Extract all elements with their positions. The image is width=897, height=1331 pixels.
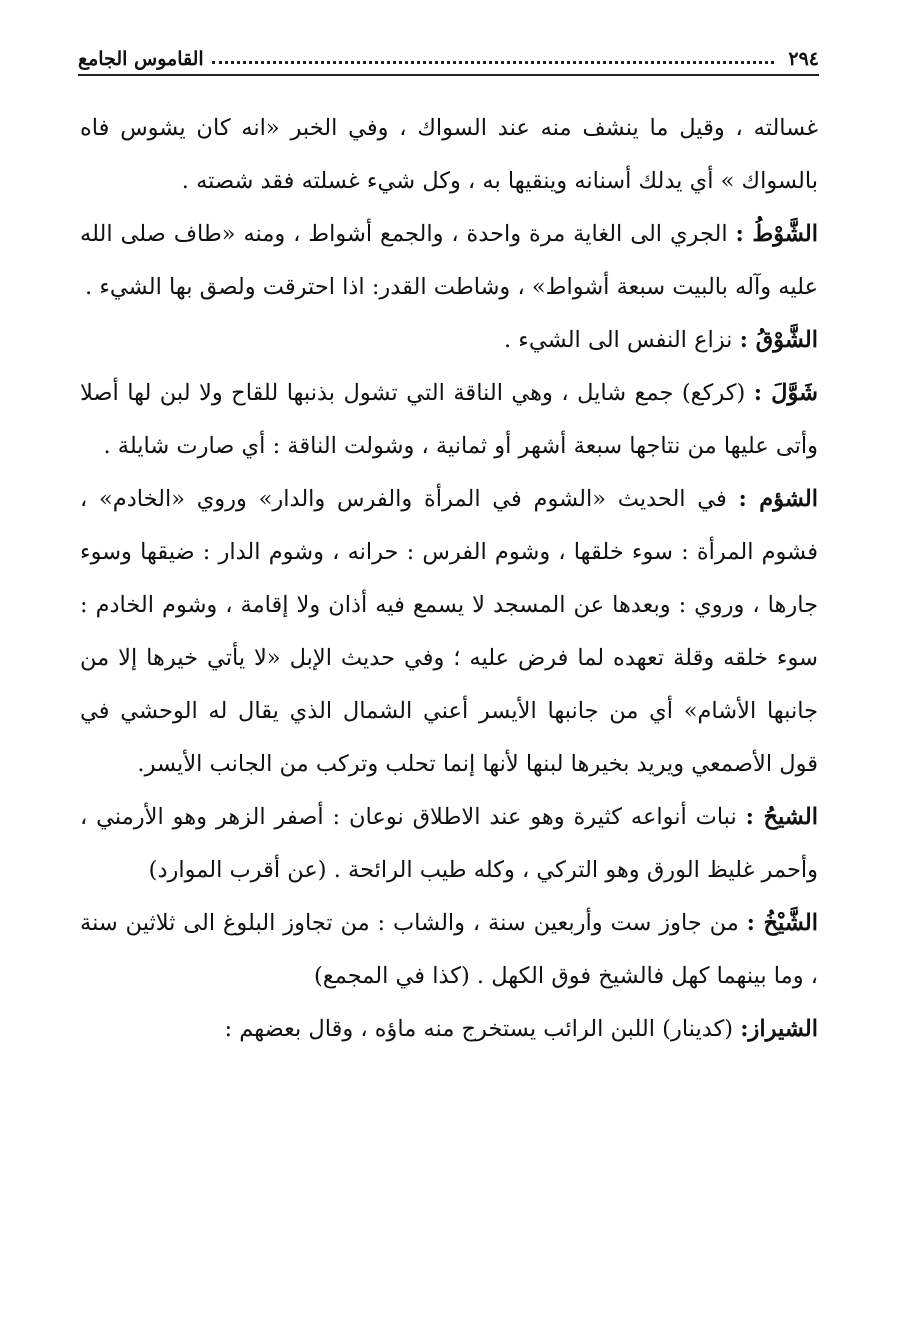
entry-shih <box>80 791 818 897</box>
entry-headword: الشَّيْخُ : <box>746 910 818 936</box>
entry-text: من جاوز ست وأربعين سنة ، والشاب : من تجاوز البلوغ الى ثلاثين سنة ، وما بينهما كهل فالشيخ فوق الكهل . (كذا في المجمع) <box>80 910 818 989</box>
entry-headword: الشيحُ : <box>745 804 818 830</box>
running-title: القاموس الجامع <box>78 48 204 70</box>
entry-headword: الشيراز: <box>740 1016 818 1042</box>
page-header <box>78 34 819 70</box>
entry-headword: الشؤم : <box>738 486 818 512</box>
entry-text: غسالته ، وقيل ما ينشف منه عند السواك ، وفي الخبر «انه كان يشوس فاه بالسواك » أي يدلك أسنانه وينقيها به ، وكل شيء غسلته فقد شصته . <box>80 115 818 194</box>
entry-text: نبات أنواعه كثيرة وهو عند الاطلاق نوعان : أصفر الزهر وهو الأرمني ، وأحمر غليظ الورق وهو التركي ، وكله طيب الرائحة . (عن أقرب الموارد) <box>80 804 818 883</box>
entry-shawq <box>80 314 818 367</box>
entry-headword: شَوَّلَ : <box>753 380 818 406</box>
entry-continuation <box>80 102 818 208</box>
entry-shaykh <box>80 897 818 1003</box>
entry-shawwal <box>80 367 818 473</box>
entry-text: (كدينار) اللبن الرائب يستخرج منه ماؤه ، وقال بعضهم : <box>224 1016 741 1042</box>
entry-shawt <box>80 208 818 314</box>
page-number: ٢٩٤ <box>788 48 819 70</box>
entry-shiraz <box>80 1003 818 1056</box>
entry-text: (كركع) جمع شايل ، وهي الناقة التي تشول بذنبها للقاح ولا لبن لها أصلا وأتى عليها من نتاجها سبعة أشهر أو ثمانية ، وشولت الناقة : أي صارت شايلة . <box>80 380 818 459</box>
entry-headword: الشَّوْطُ : <box>735 221 819 247</box>
entry-text: في الحديث «الشوم في المرأة والفرس والدار» وروي «الخادم» ، فشوم المرأة : سوء خلقها ، وشوم الفرس : حرانه ، وشوم الدار : ضيقها وسوء جارها ، وروي : وبعدها عن المسجد لا يسمع فيه أذان ولا إقامة ، وشوم الخادم : سوء خلقه وقلة تعهده لما فرض عليه ؛ وفي حديث الإبل «لا يأتي خيرها إلا من جانبها الأشام» أي من جانبها الأيسر أعني الشمال الذي يقال له الوحشي في قول الأصمعي ويريد بخيرها لبنها لأنها إنما تحلب وتركب من الجانب الأيسر. <box>80 486 818 777</box>
entry-text: نزاع النفس الى الشيء . <box>503 327 740 353</box>
dotted-leader <box>212 61 775 64</box>
dictionary-body <box>80 102 818 1056</box>
entry-shum <box>80 473 818 791</box>
entry-text: الجري الى الغاية مرة واحدة ، والجمع أشواط ، ومنه «طاف صلى الله عليه وآله بالبيت سبعة أشواط» ، وشاطت القدر: اذا احترقت ولصق بها الشيء . <box>80 221 818 300</box>
entry-headword: الشَّوْقُ : <box>739 327 818 353</box>
header-rule <box>78 74 819 76</box>
